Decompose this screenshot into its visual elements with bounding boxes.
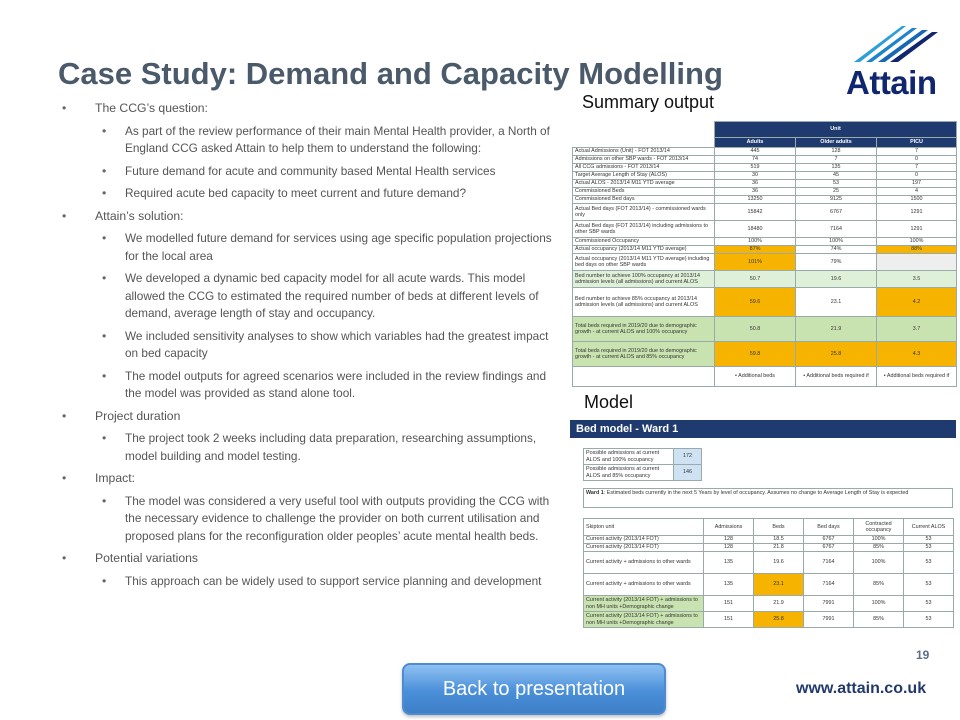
column-header: PICU — [877, 138, 957, 148]
logo-swoosh-icon — [840, 22, 940, 66]
page-number: 19 — [916, 648, 930, 662]
table-row: Total beds required in 2019/20 due to demographic growth - at current ALOS and 100% occupancy 50.8 21.9 3.7 — [573, 317, 957, 342]
model-table-title: Bed model - Ward 1 — [570, 420, 956, 438]
table-row: Bed number to achieve 100% occupancy at 2013/14 admission levels (all admissions) and current ALOS 50.7 19.6 3.5 — [573, 271, 957, 288]
bullet-item: • The project took 2 weeks including data preparation, researching assumptions, model building and model testing. — [62, 430, 552, 465]
model-label: Model — [584, 392, 634, 412]
table-row: Bed number to achieve 85% occupancy at 2013/14 admission levels (all admissions) and current ALOS 59.6 23.1 4.2 — [573, 288, 957, 317]
bullet-item: • As part of the review performance of their main Mental Health provider, a North of England CCG asked Attain to help them to understand the following: — [62, 123, 552, 158]
bullet-item: • The model was considered a very useful tool with outputs providing the CCG with the necessary evidence to challenge the provider on both current utilisation and proposed plans for the reconfiguration older peoples’ acute mental health beds. — [62, 493, 552, 546]
bullet-heading: • The CCG’s question: — [62, 100, 552, 118]
table-row: Current activity + admissions to other wards 135 23.1 7164 85% 53 — [584, 574, 954, 596]
model-note: Ward 1: Estimated beds currently in the next 5 Years by level of occupancy. Assumes no change to Average Length of Stay is expected — [583, 488, 953, 508]
bullet-item: • Future demand for acute and community based Mental Health services — [62, 163, 552, 181]
table-header-row: Skipton unit Admissions Beds Bed days Contracted occupancy Current ALOS — [584, 519, 954, 536]
table-row: Admissions on other SBP wards - FOT 2013/14 74 7 0 — [573, 156, 957, 164]
attain-logo — [840, 22, 940, 100]
table-row: • Additional beds • Additional beds required if • Additional beds required if — [573, 367, 957, 387]
bullet-heading: • Attain’s solution: — [62, 208, 552, 226]
table-row: Current activity + admissions to other wards 135 19.6 7164 100% 53 — [584, 552, 954, 574]
summary-output-label: Summary output — [582, 92, 715, 112]
table-row: Actual occupancy (2013/14 M11 YTD average) 87% 74% 88% — [573, 246, 957, 254]
logo-text: Attain — [846, 64, 937, 101]
model-table — [583, 518, 954, 628]
page-title: Case Study: Demand and Capacity Modelling — [58, 56, 723, 91]
table-row: Current activity (2013/14 FOT) + admissions to non MH units +Demographic change 151 21.9 7991 100% 53 — [584, 596, 954, 612]
bullet-item: • We modelled future demand for services using age specific population projections for the local area — [62, 230, 552, 265]
table-row: Actual ALOS - 2013/14 M11 YTD average 36 53 197 — [573, 180, 957, 188]
table-row: Actual Bed days (FOT 2013/14) - commissioned wards only 15842 6767 1291 — [573, 204, 957, 221]
table-row: Commissioned Beds 36 25 4 — [573, 188, 957, 196]
bullet-item: • This approach can be widely used to support service planning and development — [62, 573, 552, 591]
summary-table — [572, 121, 957, 387]
table-row: Actual occupancy (2013/14 M11 YTD average) including bed days on other SBP wards 101% 79% — [573, 254, 957, 271]
bullet-heading: • Potential variations — [62, 550, 552, 568]
table-row: Current activity (2013/14 FOT) 128 18.5 6767 100% 53 — [584, 536, 954, 544]
table-row: Possible admissions at current ALOS and 85% occupancy 146 — [584, 465, 702, 481]
possible-admissions-table — [583, 448, 702, 481]
column-header: Adults — [715, 138, 796, 148]
table-row: Target Average Length of Stay (ALOS) 30 45 0 — [573, 172, 957, 180]
table-row: Commissioned Occupancy 100% 100% 100% — [573, 238, 957, 246]
table-row: Current activity (2013/14 FOT) + admissions to non MH units +Demographic change 151 25.8 7991 85% 53 — [584, 612, 954, 628]
table-row: Possible admissions at current ALOS and 100% occupancy 172 — [584, 449, 702, 465]
bullet-item: • Required acute bed capacity to meet current and future demand? — [62, 185, 552, 203]
table-row: Actual Bed days (FOT 2013/14) including admissions to other SBP wards 18480 7164 1291 — [573, 221, 957, 238]
bullet-heading: • Impact: — [62, 470, 552, 488]
website-url: www.attain.co.uk — [796, 680, 927, 697]
table-row: Actual Admissions (Unit) - FOT 2013/14 445 128 7 — [573, 148, 957, 156]
table-row: Current activity (2013/14 FOT) 128 21.8 6767 85% 53 — [584, 544, 954, 552]
bullet-list — [62, 100, 552, 595]
table-row: All CCG admissions - FOT 2013/14 519 135 7 — [573, 164, 957, 172]
table-row: Commissioned Bed days 13250 9125 1500 — [573, 196, 957, 204]
column-header: Older adults — [796, 138, 877, 148]
bullet-heading: • Project duration — [62, 408, 552, 426]
bullet-item: • We included sensitivity analyses to show which variables had the greatest impact on bed capacity — [62, 328, 552, 363]
bullet-item: • We developed a dynamic bed capacity model for all acute wards. This model allowed the CCG to estimated the required number of beds at different levels of demand, average length of stay and occupancy. — [62, 270, 552, 323]
bullet-item: • The model outputs for agreed scenarios were included in the review findings and the model was provided as stand alone tool. — [62, 368, 552, 403]
unit-header: Unit — [715, 122, 957, 138]
table-row: Total beds required in 2019/20 due to demographic growth - at current ALOS and 85% occupancy 59.8 25.8 4.3 — [573, 342, 957, 367]
back-to-presentation-button[interactable]: Back to presentation — [402, 663, 666, 715]
